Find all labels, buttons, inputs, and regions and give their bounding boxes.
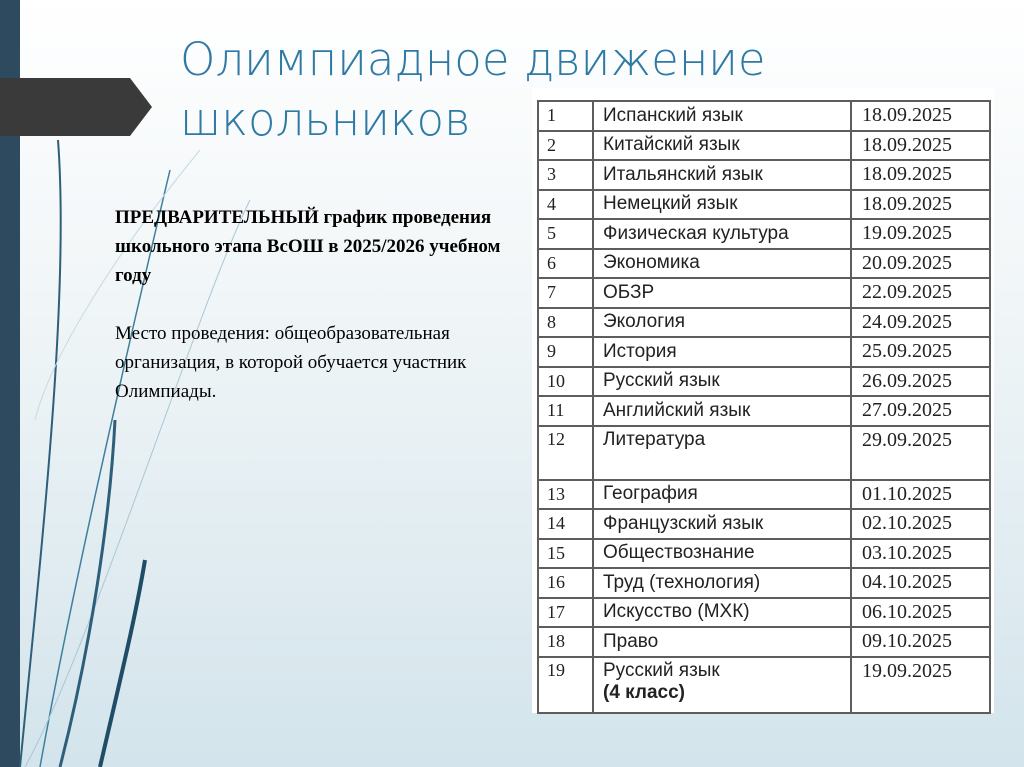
subject-name: ОБЗР (603, 281, 655, 303)
title-tab-shape (0, 78, 152, 136)
row-number: 9 (538, 337, 593, 367)
subject-name: Русский язык (603, 370, 720, 392)
date-cell: 02.10.2025 (851, 509, 990, 539)
subject-cell (593, 219, 851, 249)
subject-cell (593, 426, 851, 480)
row-number: 13 (538, 480, 593, 510)
subject-name: Литература (603, 428, 706, 450)
table-row (538, 249, 990, 279)
table-row (538, 509, 990, 539)
row-number: 1 (538, 101, 593, 131)
subject-name: История (603, 340, 677, 362)
table-row (538, 568, 990, 598)
table-row (538, 627, 990, 657)
subject-name: Китайский язык (603, 134, 740, 156)
subject-name: Экология (603, 311, 686, 333)
date-cell: 09.10.2025 (851, 627, 990, 657)
row-number: 19 (538, 657, 593, 713)
row-number: 18 (538, 627, 593, 657)
row-number: 11 (538, 396, 593, 426)
row-number: 5 (538, 219, 593, 249)
subject-cell (593, 657, 851, 713)
row-number: 4 (538, 190, 593, 220)
date-cell: 20.09.2025 (851, 249, 990, 279)
row-number: 6 (538, 249, 593, 279)
date-cell: 01.10.2025 (851, 480, 990, 510)
date-cell: 19.09.2025 (851, 657, 990, 713)
subject-cell (593, 627, 851, 657)
date-cell: 29.09.2025 (851, 426, 990, 480)
table-row (538, 160, 990, 190)
date-cell: 19.09.2025 (851, 219, 990, 249)
table-row (538, 101, 990, 131)
row-number: 16 (538, 568, 593, 598)
subject-cell (593, 160, 851, 190)
row-number: 7 (538, 278, 593, 308)
date-cell: 18.09.2025 (851, 101, 990, 131)
subject-name: Труд (технология) (603, 571, 761, 593)
row-number: 8 (538, 308, 593, 338)
subject-cell (593, 509, 851, 539)
table-row (538, 396, 990, 426)
venue-text: Место проведения: общеобразовательная организация, в которой обучается участник Олимпиады. (115, 323, 467, 402)
row-number: 12 (538, 426, 593, 480)
date-cell: 18.09.2025 (851, 131, 990, 161)
date-cell: 26.09.2025 (851, 367, 990, 397)
table-row (538, 480, 990, 510)
row-number: 14 (538, 509, 593, 539)
table-row (538, 308, 990, 338)
schedule-table-container (532, 88, 994, 713)
table-row (538, 367, 990, 397)
subject-cell (593, 598, 851, 628)
row-number: 3 (538, 160, 593, 190)
subject-cell (593, 278, 851, 308)
date-cell: 22.09.2025 (851, 278, 990, 308)
page-title-line-2: школьников (180, 93, 471, 146)
subject-cell (593, 308, 851, 338)
subject-name: География (603, 483, 698, 505)
row-number: 15 (538, 539, 593, 569)
subject-cell (593, 396, 851, 426)
table-row (538, 426, 990, 480)
description-block (115, 203, 525, 406)
subject-cell (593, 337, 851, 367)
schedule-table-body (538, 101, 990, 713)
date-cell: 06.10.2025 (851, 598, 990, 628)
subject-cell (593, 568, 851, 598)
table-row (538, 278, 990, 308)
subject-cell (593, 249, 851, 279)
subject-name: Итальянский язык (603, 163, 763, 185)
subject-cell (593, 539, 851, 569)
subject-name: Экономика (603, 252, 700, 274)
subject-name: Физическая культура (603, 222, 789, 244)
subject-name: Французский язык (603, 512, 764, 534)
subject-name: Испанский язык (603, 104, 743, 126)
subject-cell (593, 367, 851, 397)
subject-cell (593, 131, 851, 161)
subject-name: Право (603, 630, 659, 652)
table-row (538, 598, 990, 628)
date-cell: 18.09.2025 (851, 190, 990, 220)
date-cell: 18.09.2025 (851, 160, 990, 190)
subject-cell (593, 480, 851, 510)
date-cell: 03.10.2025 (851, 539, 990, 569)
table-row (538, 657, 990, 713)
subject-name: Английский язык (603, 399, 751, 421)
table-row (538, 131, 990, 161)
schedule-table (537, 100, 991, 714)
schedule-heading: ПРЕДВАРИТЕЛЬНЫЙ график проведения школьного этапа ВсОШ в 2025/2026 учебном году (115, 207, 501, 286)
subject-cell (593, 190, 851, 220)
subject-cell (593, 101, 851, 131)
subject-name: Искусство (МХК) (603, 601, 750, 623)
date-cell: 24.09.2025 (851, 308, 990, 338)
date-cell: 04.10.2025 (851, 568, 990, 598)
row-number: 17 (538, 598, 593, 628)
subject-name: Русский язык (603, 659, 720, 681)
subject-note: (4 класс) (603, 681, 686, 703)
page-title-line-1: Олимпиадное движение (180, 33, 766, 86)
row-number: 2 (538, 131, 593, 161)
subject-name: Немецкий язык (603, 193, 738, 215)
table-row (538, 190, 990, 220)
date-cell: 27.09.2025 (851, 396, 990, 426)
row-number: 10 (538, 367, 593, 397)
table-row (538, 337, 990, 367)
table-row (538, 219, 990, 249)
subject-name: Обществознание (603, 542, 755, 564)
date-cell: 25.09.2025 (851, 337, 990, 367)
table-row (538, 539, 990, 569)
